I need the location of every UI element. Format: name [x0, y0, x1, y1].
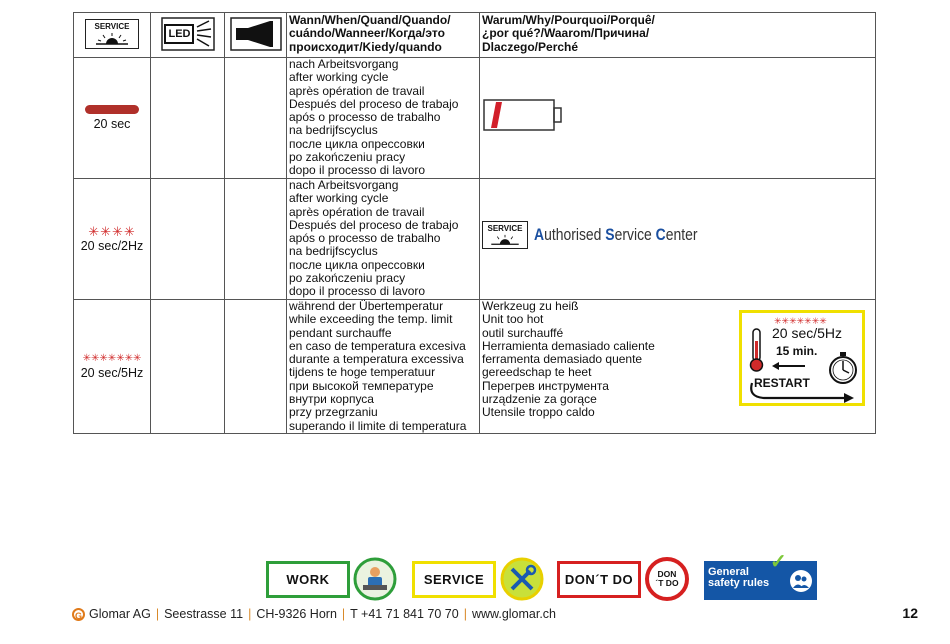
when-line: nach Arbeitsvorgang [289, 57, 399, 71]
why-cell [480, 58, 876, 179]
indicator-label: 20 sec [93, 116, 131, 131]
footer-phone: T +41 71 841 70 70 [350, 607, 459, 621]
glomar-logo-icon: G [72, 608, 85, 621]
status-table [73, 12, 876, 434]
when-line: po zakończeniu pracy [289, 271, 406, 286]
indicator-label: 20 sec/5Hz [80, 366, 144, 381]
when-cell [287, 300, 480, 434]
header-why-cell [480, 13, 876, 58]
check-icon: ✓ [770, 551, 787, 573]
header-service-cell [74, 13, 151, 58]
when-line: Después del proceso de trabajo [289, 217, 459, 232]
asc-word-service: ervice [614, 225, 656, 245]
asc-initial-c: C [655, 225, 666, 245]
when-line: après opération de travail [289, 204, 425, 219]
why-line: Herramienta demasiado caliente [482, 338, 655, 353]
header-when-cell [287, 13, 480, 58]
lamp-rays-icon [487, 234, 523, 246]
low-battery-icon [483, 98, 565, 132]
when-line: tijdens te hoge temperatuur [289, 365, 436, 380]
overheat-restart-box [739, 310, 865, 406]
table-row [74, 58, 876, 179]
header-when-line: Wann/When/Quand/Quando/ [289, 13, 451, 27]
asc-initial-a: A [534, 225, 545, 245]
indicator-cell [74, 300, 151, 434]
horn-cell [225, 300, 287, 434]
why-line: ferramenta demasiado quente [482, 352, 643, 367]
page-number: 12 [902, 605, 918, 621]
header-why-line: Dlaczego/Perché [482, 39, 579, 54]
asc-word-center: enter [665, 225, 698, 245]
table-row [74, 179, 876, 300]
footer-separator: | [248, 607, 252, 621]
when-line: durante a temperatura excessiva [289, 352, 464, 367]
when-line: na bedrijfscyclus [289, 244, 378, 259]
why-cell [480, 300, 876, 434]
table-row [74, 300, 876, 434]
header-why-line: ¿por qué?/Waarom/Причина/ [482, 26, 650, 41]
service-icon-label: SERVICE [94, 22, 130, 31]
header-why-line: Warum/Why/Pourquoi/Porquê/ [482, 13, 655, 27]
asc-word-authorised: uthorised [544, 225, 606, 245]
when-line: после цикла опрессовки [289, 136, 425, 151]
when-cell [287, 58, 480, 179]
authorised-service-center [480, 221, 875, 249]
when-line: superando il limite di temperatura [289, 418, 467, 433]
led-cell [151, 58, 225, 179]
footer-separator: | [341, 607, 346, 621]
service-icon-label: SERVICE [487, 224, 523, 233]
led-cell [151, 179, 225, 300]
when-line: after working cycle [289, 70, 389, 85]
worker-icon [353, 557, 397, 601]
dont-do-button[interactable]: DON´T DO [557, 561, 641, 598]
authorised-service-center-text [534, 225, 698, 245]
restart-label: RESTART [754, 376, 810, 390]
restart-arrow-icon [746, 381, 858, 403]
work-button[interactable]: WORK [266, 561, 350, 598]
when-line: pendant surchauffe [289, 325, 392, 340]
footer-street: Seestrasse 11 [164, 607, 244, 621]
when-line: na bedrijfscyclus [289, 123, 378, 138]
restart-time: 15 min. [776, 344, 818, 358]
stopwatch-icon [828, 351, 858, 385]
why-line: gereedschap te heet [482, 365, 592, 380]
cause-container [482, 300, 873, 432]
arrow-left-icon [772, 361, 806, 371]
horn-icon [230, 17, 282, 51]
when-line: while exceeding the temp. limit [289, 312, 453, 327]
horn-cell [225, 58, 287, 179]
when-line: após o processo de trabalho [289, 231, 441, 246]
when-line: nach Arbeitsvorgang [289, 178, 399, 192]
service-lamp-icon [482, 221, 528, 249]
why-line: Werkzeug zu heiß [482, 299, 579, 313]
footer-logo-bar [0, 551, 950, 603]
why-line: Перегрев инструмента [482, 378, 609, 393]
led-icon-label: LED [168, 27, 191, 40]
restart-freq: 20 sec/5Hz [772, 325, 843, 341]
horn-cell [225, 179, 287, 300]
why-line: outil surchauffé [482, 325, 564, 340]
footer-separator: | [155, 607, 160, 621]
lamp-rays-icon [92, 32, 132, 46]
thermometer-icon [746, 327, 768, 373]
footer-separator: | [463, 607, 467, 621]
indicator-cell [74, 58, 151, 179]
service-lamp-icon [85, 19, 139, 49]
footer-company: Glomar AG [89, 607, 151, 621]
why-line: Utensile troppo caldo [482, 405, 595, 420]
when-line: Después del proceso de trabajo [289, 96, 459, 111]
when-line: após o processo de trabalho [289, 110, 441, 125]
led-cell [151, 300, 225, 434]
asc-initial-s: S [605, 225, 615, 245]
blinking-light-5hz-icon: ✳✳✳✳✳✳✳ [82, 353, 142, 365]
dont-do-circle-label: DON´T DO [655, 569, 679, 588]
when-line: после цикла опрессовки [289, 257, 425, 272]
when-cell [287, 179, 480, 300]
when-line: dopo il processo di lavoro [289, 284, 426, 299]
general-safety-line: General [708, 566, 749, 578]
footer-address [72, 607, 556, 621]
tools-icon [500, 557, 544, 601]
when-line: внутри корпуса [289, 392, 374, 407]
when-line: während der Übertemperatur [289, 299, 444, 313]
safety-people-icon [789, 569, 813, 593]
dont-do-prohibition-icon [645, 557, 689, 601]
header-led-cell [151, 13, 225, 58]
blinking-light-2hz-icon: ✳✳✳✳ [88, 223, 136, 239]
blinking-light-5hz-icon: ✳✳✳✳✳✳✳ [774, 316, 827, 326]
when-line: при высокой температуре [289, 378, 434, 393]
when-line: przy przegrzaniu [289, 405, 378, 420]
header-when-line: cuándo/Wanneer/Когда/это [289, 26, 445, 41]
when-line: en caso de temperatura excesiva [289, 338, 466, 353]
footer-website-link[interactable]: www.glomar.ch [471, 607, 557, 621]
header-horn-cell [225, 13, 287, 58]
footer-city: CH-9326 Horn [256, 607, 337, 621]
why-cell [480, 179, 876, 300]
when-line: après opération de travail [289, 83, 425, 98]
when-line: after working cycle [289, 191, 389, 206]
when-line: dopo il processo di lavoro [289, 163, 426, 178]
general-safety-rules-button[interactable] [704, 551, 817, 600]
steady-light-bar [85, 105, 139, 114]
indicator-cell [74, 179, 151, 300]
header-when-line: происходит/Kiedy/quando [289, 39, 442, 54]
why-line: Unit too hot [482, 312, 544, 327]
general-safety-line: safety rules [708, 577, 770, 589]
service-button[interactable]: SERVICE [412, 561, 496, 598]
when-line: po zakończeniu pracy [289, 150, 406, 165]
table-header-row [74, 13, 876, 58]
why-line: urządzenie za gorące [482, 392, 597, 407]
indicator-label: 20 sec/2Hz [80, 239, 144, 253]
